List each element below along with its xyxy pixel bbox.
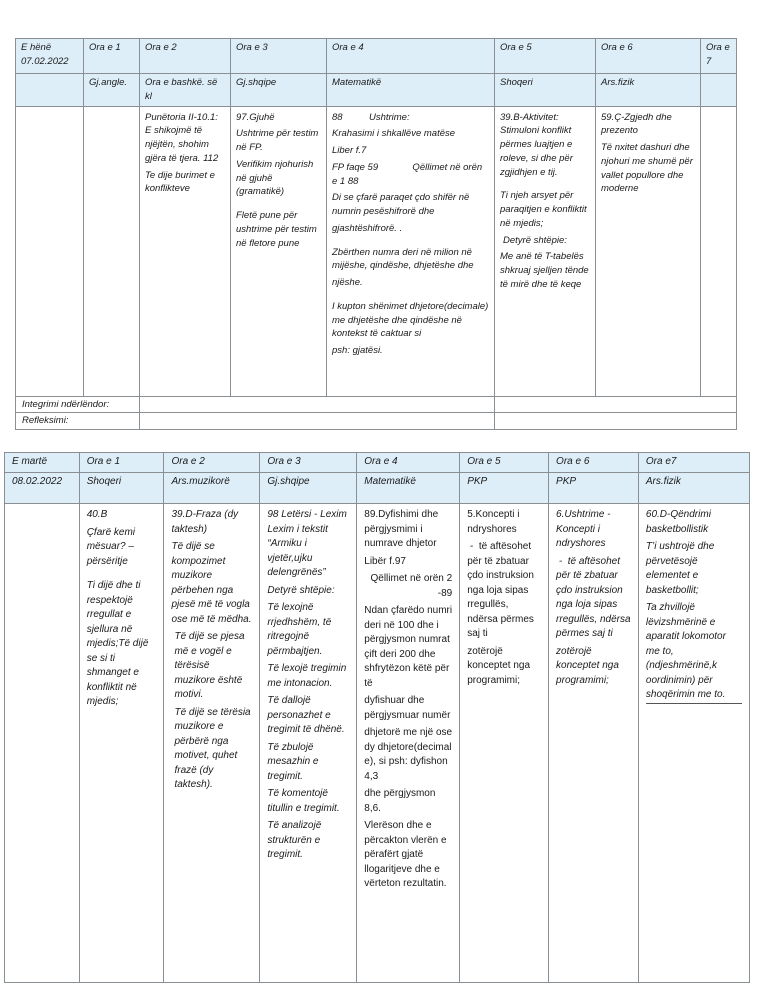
- lesson-text: T’i ushtrojë dhe përvetësojë elementet e basketbollit;: [645, 541, 718, 596]
- tuesday-lesson-blank: [5, 504, 80, 983]
- lesson-text: Te dije burimet e konflikteve: [145, 169, 218, 195]
- tuesday-subject-row: [5, 473, 750, 504]
- lesson-text: I kupton shënimet dhjetore(decimale) me dhjetëshe dhe qindëshe në kontekst të caktuar si: [332, 300, 491, 340]
- lesson-text: Të zbulojë mesazhin e tregimit.: [267, 741, 322, 782]
- lesson-text: FP faqe 59 Qëllimet në orën e 1 88: [332, 161, 485, 187]
- lesson-text: Libër f.97: [364, 555, 406, 567]
- tuesday-day-label: E martë: [5, 453, 80, 473]
- lesson-text: - të aftësohet për të zbatuar çdo instruksion nga loja sipas rregullës, ndërsa përmes saj ti: [556, 555, 634, 639]
- monday-header-row: [16, 39, 737, 74]
- integrimi-field-1: [140, 396, 495, 413]
- monday-subject-4: Matematikë: [327, 74, 495, 107]
- tuesday-subject-4: Matematikë: [357, 473, 460, 504]
- monday-subject-1: Gj.angle.: [84, 74, 140, 107]
- tuesday-header-row: [5, 453, 750, 473]
- lesson-text: Liber f.7: [332, 145, 367, 157]
- monday-lesson-7: [701, 106, 737, 396]
- tuesday-period-2: Ora e 2: [164, 453, 260, 473]
- lesson-text: 39.D-Fraza (dy taktesh): [171, 509, 241, 535]
- lesson-text: - të aftësohet për të zbatuar çdo instruksion nga loja sipas rregullës, ndërsa përmes saj ti: [467, 541, 537, 639]
- lesson-text: Di se çfarë paraqet çdo shifër në numrin pesëshifrorë dhe: [332, 192, 472, 218]
- monday-period-4: Ora e 4: [327, 39, 495, 74]
- lesson-text: gjashtëshifrorë. .: [332, 222, 403, 234]
- tuesday-period-5: Ora e 5: [460, 453, 549, 473]
- lesson-text: Të dijë se tërësia muzikore e përbërë nga motivet, quhet frazë (dy taktesh).: [174, 706, 254, 790]
- monday-day-cell: [16, 39, 84, 74]
- monday-schedule-table: [15, 38, 737, 430]
- lesson-text: 6.Ushtrime - Koncepti i ndryshores: [556, 509, 614, 549]
- tuesday-subject-2: Ars.muzikorë: [164, 473, 260, 504]
- monday-period-6: Ora e 6: [596, 39, 701, 74]
- lesson-text: Verifikim njohurish në gjuhë (gramatikë): [236, 158, 316, 198]
- lesson-text: Të lexojë tregimin me intonacion.: [267, 663, 350, 689]
- monday-subject-row: [16, 74, 737, 107]
- lesson-text: 59.Ç-Zgjedh dhe prezento: [601, 111, 675, 137]
- lesson-text: dhjetorë me një ose dy dhjetore(decimal e), si psh: dyfishon 4,3: [364, 727, 455, 782]
- refleksimi-field-2: [495, 413, 737, 430]
- tuesday-lesson-4: [357, 504, 460, 983]
- lesson-text: psh: gjatësi.: [332, 345, 383, 357]
- monday-subject-2: Ora e bashkë. së kl: [140, 74, 231, 107]
- lesson-text: dyfishuar dhe përgjysmuar numër: [364, 695, 451, 721]
- monday-lesson-row: [16, 106, 737, 396]
- integrimi-field-2: [495, 396, 737, 413]
- tuesday-period-3: Ora e 3: [260, 453, 357, 473]
- monday-period-5: Ora e 5: [495, 39, 596, 74]
- tuesday-period-4: Ora e 4: [357, 453, 460, 473]
- monday-lesson-3: [231, 106, 327, 396]
- lesson-text: 89.Dyfishimi dhe përgjysmimi i numrave dhjetor: [364, 509, 441, 549]
- monday-subject-7: [701, 74, 737, 107]
- tuesday-subject-7: Ars.fizik: [638, 473, 749, 504]
- lesson-text: Të nxitet dashuri dhe njohuri me shumë për vallet popullore dhe moderne: [601, 142, 696, 195]
- tuesday-lesson-1: [79, 504, 164, 983]
- tuesday-lesson-5: [460, 504, 549, 983]
- lesson-text: Detyrë shtëpie:: [267, 584, 335, 596]
- lesson-text: dhe përgjysmon 8,6.: [364, 788, 439, 814]
- monday-period-7: Ora e 7: [701, 39, 737, 74]
- lesson-text: Të dijë se pjesa më e vogël e tërësisë muzikore është motivi.: [174, 631, 248, 700]
- lesson-text: Ti njeh arsyet për paraqitjen e konfliktit në mjedis;: [500, 190, 590, 229]
- tuesday-period-6: Ora e 6: [549, 453, 639, 473]
- refleksimi-label: Refleksimi:: [16, 413, 140, 430]
- tuesday-subject-5: PKP: [460, 473, 549, 504]
- lesson-text: Ta zhvillojë lëvizshmërinë e aparatit lokomotor me to,(ndjeshmërinë,k oordinimin) për shoqërimin me to.: [646, 601, 742, 704]
- tuesday-schedule-table: [4, 452, 750, 983]
- lesson-text: 98 Letërsi - Lexim Lexim i tekstit “Armiku i vjetër,ujku delengrënës”: [267, 509, 361, 578]
- tuesday-lesson-6: [549, 504, 639, 983]
- monday-date-label: 07.02.2022: [21, 55, 69, 67]
- lesson-text: Fletë pune për ushtrime për testim në fletore pune: [236, 210, 320, 249]
- monday-subject-5: Shoqeri: [495, 74, 596, 107]
- monday-period-3: Ora e 3: [231, 39, 327, 74]
- tuesday-subject-6: PKP: [549, 473, 639, 504]
- monday-lesson-blank: [16, 106, 84, 396]
- lesson-text: Të lexojnë rrjedhshëm, të ritregojnë përmbajtjen.: [267, 602, 335, 657]
- lesson-text: Punëtoria II-10.1: E shikojmë të njëjtën, shohim gjëra të tjera. 112: [145, 111, 221, 164]
- lesson-text: Të analizojë strukturën e tregimit.: [267, 820, 325, 860]
- lesson-text: 60.D-Qëndrimi basketbollistik: [645, 509, 714, 535]
- lesson-text: zotërojë konceptet nga programimi;: [556, 645, 622, 686]
- integrimi-row: [16, 396, 737, 413]
- monday-subject-3: Gj.shqipe: [231, 74, 327, 107]
- tuesday-date-label: 08.02.2022: [5, 473, 80, 504]
- lesson-text: Ushtrime për testim në FP.: [236, 128, 321, 154]
- tuesday-lesson-row: [5, 504, 750, 983]
- lesson-text: 40.B: [86, 509, 108, 520]
- tuesday-subject-1: Shoqeri: [79, 473, 164, 504]
- monday-lesson-6: [596, 106, 701, 396]
- lesson-text: Me anë të T-tabelës shkruaj sjelljen tënde të mirë dhe të keqe: [500, 251, 592, 290]
- tuesday-lesson-7: [638, 504, 749, 983]
- monday-subject-6: Ars.fizik: [596, 74, 701, 107]
- lesson-text: Detyrë shtëpie:: [503, 234, 567, 246]
- refleksimi-field-1: [140, 413, 495, 430]
- monday-day-label: E hënë: [21, 42, 52, 53]
- lesson-text: 5.Koncepti i ndryshores: [467, 509, 523, 535]
- lesson-text: Të dijë se kompozimet muzikore përbehen nga pjesë më të vogla ose më të mëdha.: [171, 541, 253, 625]
- lesson-text: Të komentojë titullin e tregimit.: [267, 788, 340, 814]
- monday-lesson-5: [495, 106, 596, 396]
- lesson-text: Të dallojë personazhet e tregimit të dhënë.: [267, 695, 345, 735]
- lesson-text: zotërojë konceptet nga programimi;: [467, 645, 533, 686]
- lesson-text: Ndan çfarëdo numri deri në 100 dhe i përgjysmon numrat çift deri 200 dhe shfrytëzon këtë për të: [364, 605, 455, 689]
- integrimi-label: Integrimi ndërlëndor:: [16, 396, 140, 413]
- monday-lesson-4: [327, 106, 495, 396]
- lesson-text: Ti dijë dhe ti respektojë rregullat e sjellura në mjedis;Të dijë se si ti shmanget e konfliktit në mjedis;: [86, 580, 152, 707]
- lesson-text: 97.Gjuhë: [236, 111, 275, 123]
- tuesday-subject-3: Gj.shqipe: [260, 473, 357, 504]
- monday-subject-blank: [16, 74, 84, 107]
- monday-lesson-2: [140, 106, 231, 396]
- tuesday-period-7: Ora e7: [638, 453, 749, 473]
- lesson-text: 39.B-Aktivitet: Stimuloni konflikt përmes luajtjen e roleve, si dhe për zgjidhjen e tij.: [500, 111, 576, 178]
- lesson-text: Qëllimet në orën 2 -89: [370, 573, 455, 599]
- tuesday-period-1: Ora e 1: [79, 453, 164, 473]
- lesson-text: Krahasimi i shkallëve matëse: [332, 128, 456, 140]
- lesson-text: njëshe.: [332, 277, 363, 289]
- lesson-text: Zbërthen numra deri në milion në mijëshe, qindëshe, dhjetëshe dhe: [332, 246, 475, 272]
- tuesday-lesson-2: [164, 504, 260, 983]
- monday-period-2: Ora e 2: [140, 39, 231, 74]
- refleksimi-row: [16, 413, 737, 430]
- monday-lesson-1: [84, 106, 140, 396]
- monday-period-1: Ora e 1: [84, 39, 140, 74]
- tuesday-lesson-3: [260, 504, 361, 983]
- lesson-text: Vlerëson dhe e përcakton vlerën e përafërt gjatë llogaritjeve dhe e vërteton rezultatin.: [364, 820, 450, 889]
- lesson-text: Çfarë kemi mësuar? – përsëritje: [86, 526, 138, 567]
- lesson-text: 88 Ushtrime:: [332, 111, 410, 123]
